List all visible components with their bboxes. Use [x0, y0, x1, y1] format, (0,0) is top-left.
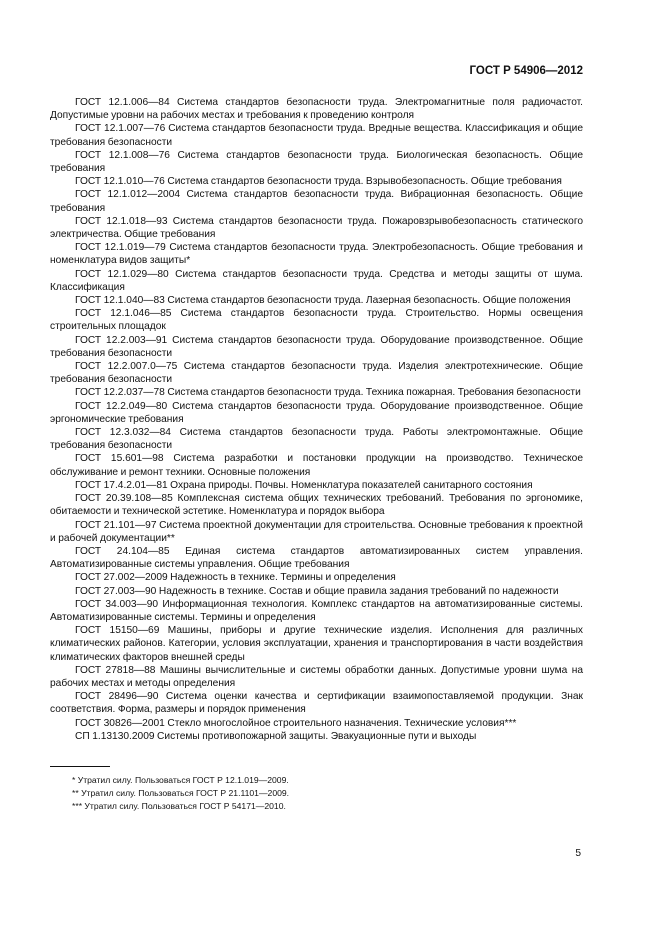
document-header [470, 65, 583, 77]
standard-id: ГОСТ Р 54906—2012 [469, 65, 583, 77]
reference-entry: ГОСТ 30826—2001 Стекло многослойное строительного назначения. Технические условия*** [75, 717, 517, 729]
reference-entry: ГОСТ 12.2.049—80 Система стандартов безопасности труда. Оборудование производственное. Общие эргономические требования [50, 400, 583, 425]
reference-entry: ГОСТ 15.601—98 Система разработки и постановки продукции на производство. Техническое обслуживание и ремонт техники. Основные положения [50, 453, 583, 478]
reference-entry: ГОСТ 21.101—97 Система проектной документации для строительства. Основные требования к проектной и рабочей документации** [50, 519, 583, 544]
reference-entry: ГОСТ 12.1.018—93 Система стандартов безопасности труда. Пожаровзрывобезопасность статического электричества. Общие требования [50, 215, 583, 241]
reference-entry: ГОСТ 12.1.040—83 Система стандартов безопасности труда. Лазерная безопасность. Общие положения [75, 295, 571, 307]
reference-entry: ГОСТ 12.2.003—91 Система стандартов безопасности труда. Оборудование производственное. Общие требования безопасности [50, 334, 583, 359]
reference-entry: ГОСТ 12.1.008—76 Система стандартов безопасности труда. Биологическая безопасность. Общие требования [50, 149, 583, 175]
page-number: 5 [575, 848, 581, 859]
reference-entry: ГОСТ 12.3.032—84 Система стандартов безопасности труда. Работы электромонтажные. Общие требования безопасности [50, 427, 583, 452]
reference-entry: ГОСТ 17.4.2.01—81 Охрана природы. Почвы. Номенклатура показателей санитарного состояния [75, 479, 533, 491]
reference-entry: ГОСТ 12.1.006—84 Система стандартов безопасности труда. Электромагнитные поля радиочастот. Допустимые уровни на рабочих местах и требования к проведению контроля [50, 97, 583, 122]
reference-entry: ГОСТ 27818—88 Машины вычислительные и системы обработки данных. Допустимые уровни шума на рабочих местах и методы определения [50, 664, 583, 689]
reference-entry: ГОСТ 12.1.010—76 Система стандартов безопасности труда. Взрывобезопасность. Общие требования [75, 176, 562, 188]
reference-entry: ГОСТ 20.39.108—85 Комплексная система общих технических требований. Требования по эргономике, обитаемости и технической эстетике. Номенклатура и порядок выбора [50, 493, 583, 518]
reference-entry: ГОСТ 28496—90 Система оценки качества и сертификации взаимопоставляемой продукции. Знак соответствия. Форма, размеры и порядок применения [50, 691, 583, 716]
reference-entry: ГОСТ 12.1.012—2004 Система стандартов безопасности труда. Вибрационная безопасность. Общие требования [50, 189, 583, 214]
footnote: *** Утратил силу. Пользоваться ГОСТ Р 54171—2010. [72, 801, 286, 812]
reference-entry: ГОСТ 27.003—90 Надежность в технике. Состав и общие правила задания требований по надежности [75, 585, 559, 597]
reference-entry: ГОСТ 12.2.007.0—75 Система стандартов безопасности труда. Изделия электротехнические. Общие требования безопасности [50, 361, 583, 386]
reference-entry: ГОСТ 27.002—2009 Надежность в технике. Термины и определения [75, 572, 396, 584]
reference-entry: ГОСТ 12.1.019—79 Система стандартов безопасности труда. Электробезопасность. Общие требования и номенклатура видов защиты* [50, 242, 583, 267]
reference-entry: СП 1.13130.2009 Системы противопожарной защиты. Эвакуационные пути и выходы [75, 730, 477, 742]
reference-entry: ГОСТ 12.1.046—85 Система стандартов безопасности труда. Строительство. Нормы освещения строительных площадок [50, 308, 583, 333]
footnotes [72, 774, 572, 814]
footnote-divider [50, 766, 110, 767]
reference-entry: ГОСТ 15150—69 Машины, приборы и другие технические изделия. Исполнения для различных климатических районов. Категории, условия эксплуатации, хранения и транспортирования в части воздействия климатических факторов внешней среды [50, 625, 583, 663]
reference-entry: ГОСТ 12.1.029—80 Система стандартов безопасности труда. Средства и методы защиты от шума. Классификация [50, 268, 583, 293]
reference-entry: ГОСТ 34.003—90 Информационная технология. Комплекс стандартов на автоматизированные системы. Автоматизированные системы. Термины и определения [50, 598, 583, 623]
reference-entry: ГОСТ 24.104—85 Единая система стандартов автоматизированных систем управления. Автоматизированные системы управления. Общие требования [50, 545, 583, 571]
footnote: * Утратил силу. Пользоваться ГОСТ Р 12.1.019—2009. [72, 775, 289, 785]
normative-references-list [50, 96, 583, 743]
reference-entry: ГОСТ 12.1.007—76 Система стандартов безопасности труда. Вредные вещества. Классификация и общие требования безопасности [50, 123, 583, 148]
reference-entry: ГОСТ 12.2.037—78 Система стандартов безопасности труда. Техника пожарная. Требования безопасности [75, 387, 581, 399]
footnote: ** Утратил силу. Пользоваться ГОСТ Р 21.1101—2009. [72, 788, 290, 799]
